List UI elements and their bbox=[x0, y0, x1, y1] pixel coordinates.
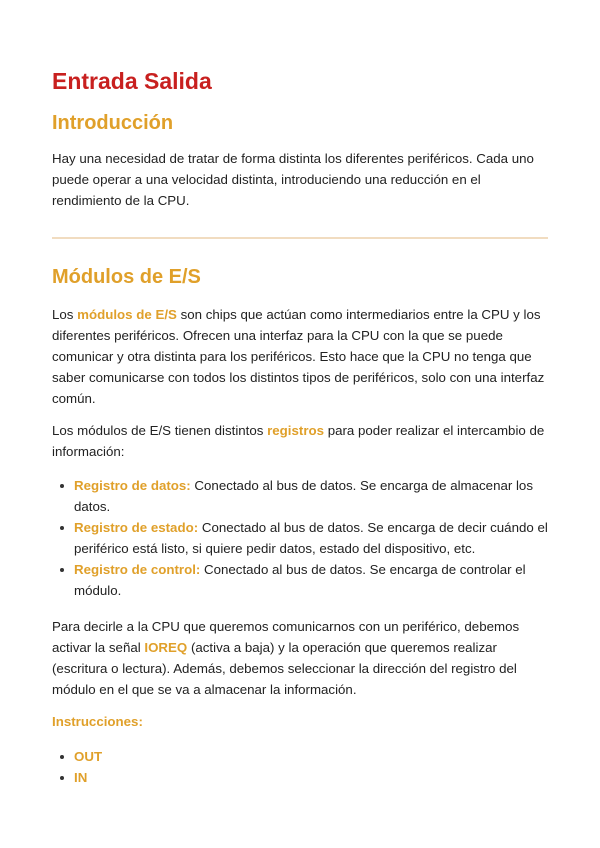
modules-paragraph-3 bbox=[52, 616, 548, 700]
text-span: para poder realizar el intercambio de información: bbox=[52, 423, 545, 459]
register-desc: Conectado al bus de datos. Se encarga de decir cuándo el periférico está listo, si quiere pedir datos, estado del dispositivo, etc. bbox=[74, 520, 548, 556]
register-name: Registro de control: bbox=[74, 562, 201, 577]
registers-list bbox=[52, 475, 548, 601]
list-item-registro-estado bbox=[74, 517, 548, 559]
highlight-registros: registros bbox=[267, 423, 325, 438]
text-span: Los módulos de E/S tienen distintos bbox=[52, 423, 268, 438]
text-span: (activa a baja) y la operación que queremos realizar (escritura o lectura). Además, debemos seleccionar la dirección del registro del módulo en el que se va a almacenar la información. bbox=[52, 640, 517, 697]
instruction-name: IN bbox=[74, 770, 88, 785]
list-item-registro-control bbox=[74, 559, 548, 601]
register-name: Registro de estado: bbox=[74, 520, 199, 535]
instructions-label: Instrucciones: bbox=[52, 714, 143, 729]
highlight-modules-es: módulos de E/S bbox=[77, 307, 177, 322]
text-span: Para decirle a la CPU que queremos comunicarnos con un periférico, debemos activar la señal bbox=[52, 619, 520, 655]
modules-paragraph-1 bbox=[52, 304, 548, 409]
list-item-registro-datos bbox=[74, 475, 548, 517]
instruction-name: OUT bbox=[74, 749, 103, 764]
intro-heading: Introducción bbox=[52, 112, 174, 134]
register-desc: Conectado al bus de datos. Se encarga de almacenar los datos. bbox=[74, 478, 533, 514]
text-span: Los bbox=[52, 307, 78, 322]
intro-paragraph: Hay una necesidad de tratar de forma distinta los diferentes periféricos. Cada uno puede operar a una velocidad distinta, introduciendo una reducción en el rendimiento de la CPU. bbox=[52, 151, 534, 208]
list-item-out bbox=[74, 746, 548, 767]
page-title: Entrada Salida bbox=[52, 68, 212, 94]
register-desc: Conectado al bus de datos. Se encarga de controlar el módulo. bbox=[74, 562, 526, 598]
modules-paragraph-2 bbox=[52, 420, 548, 462]
list-item-in bbox=[74, 767, 548, 788]
modules-heading: Módulos de E/S bbox=[52, 266, 201, 288]
text-span: son chips que actúan como intermediarios entre la CPU y los diferentes periféricos. Ofrecen una interfaz para la CPU con la que se puede comunicar y otra distinta para los periféricos. Esto hace que la CPU no tenga que saber comunicarse con todos los distintos tipos de periféricos, solo con una interfaz común. bbox=[52, 307, 545, 406]
section-divider bbox=[52, 237, 548, 239]
instructions-list bbox=[52, 746, 548, 788]
register-name: Registro de datos: bbox=[74, 478, 191, 493]
highlight-ioreq: IOREQ bbox=[144, 640, 188, 655]
